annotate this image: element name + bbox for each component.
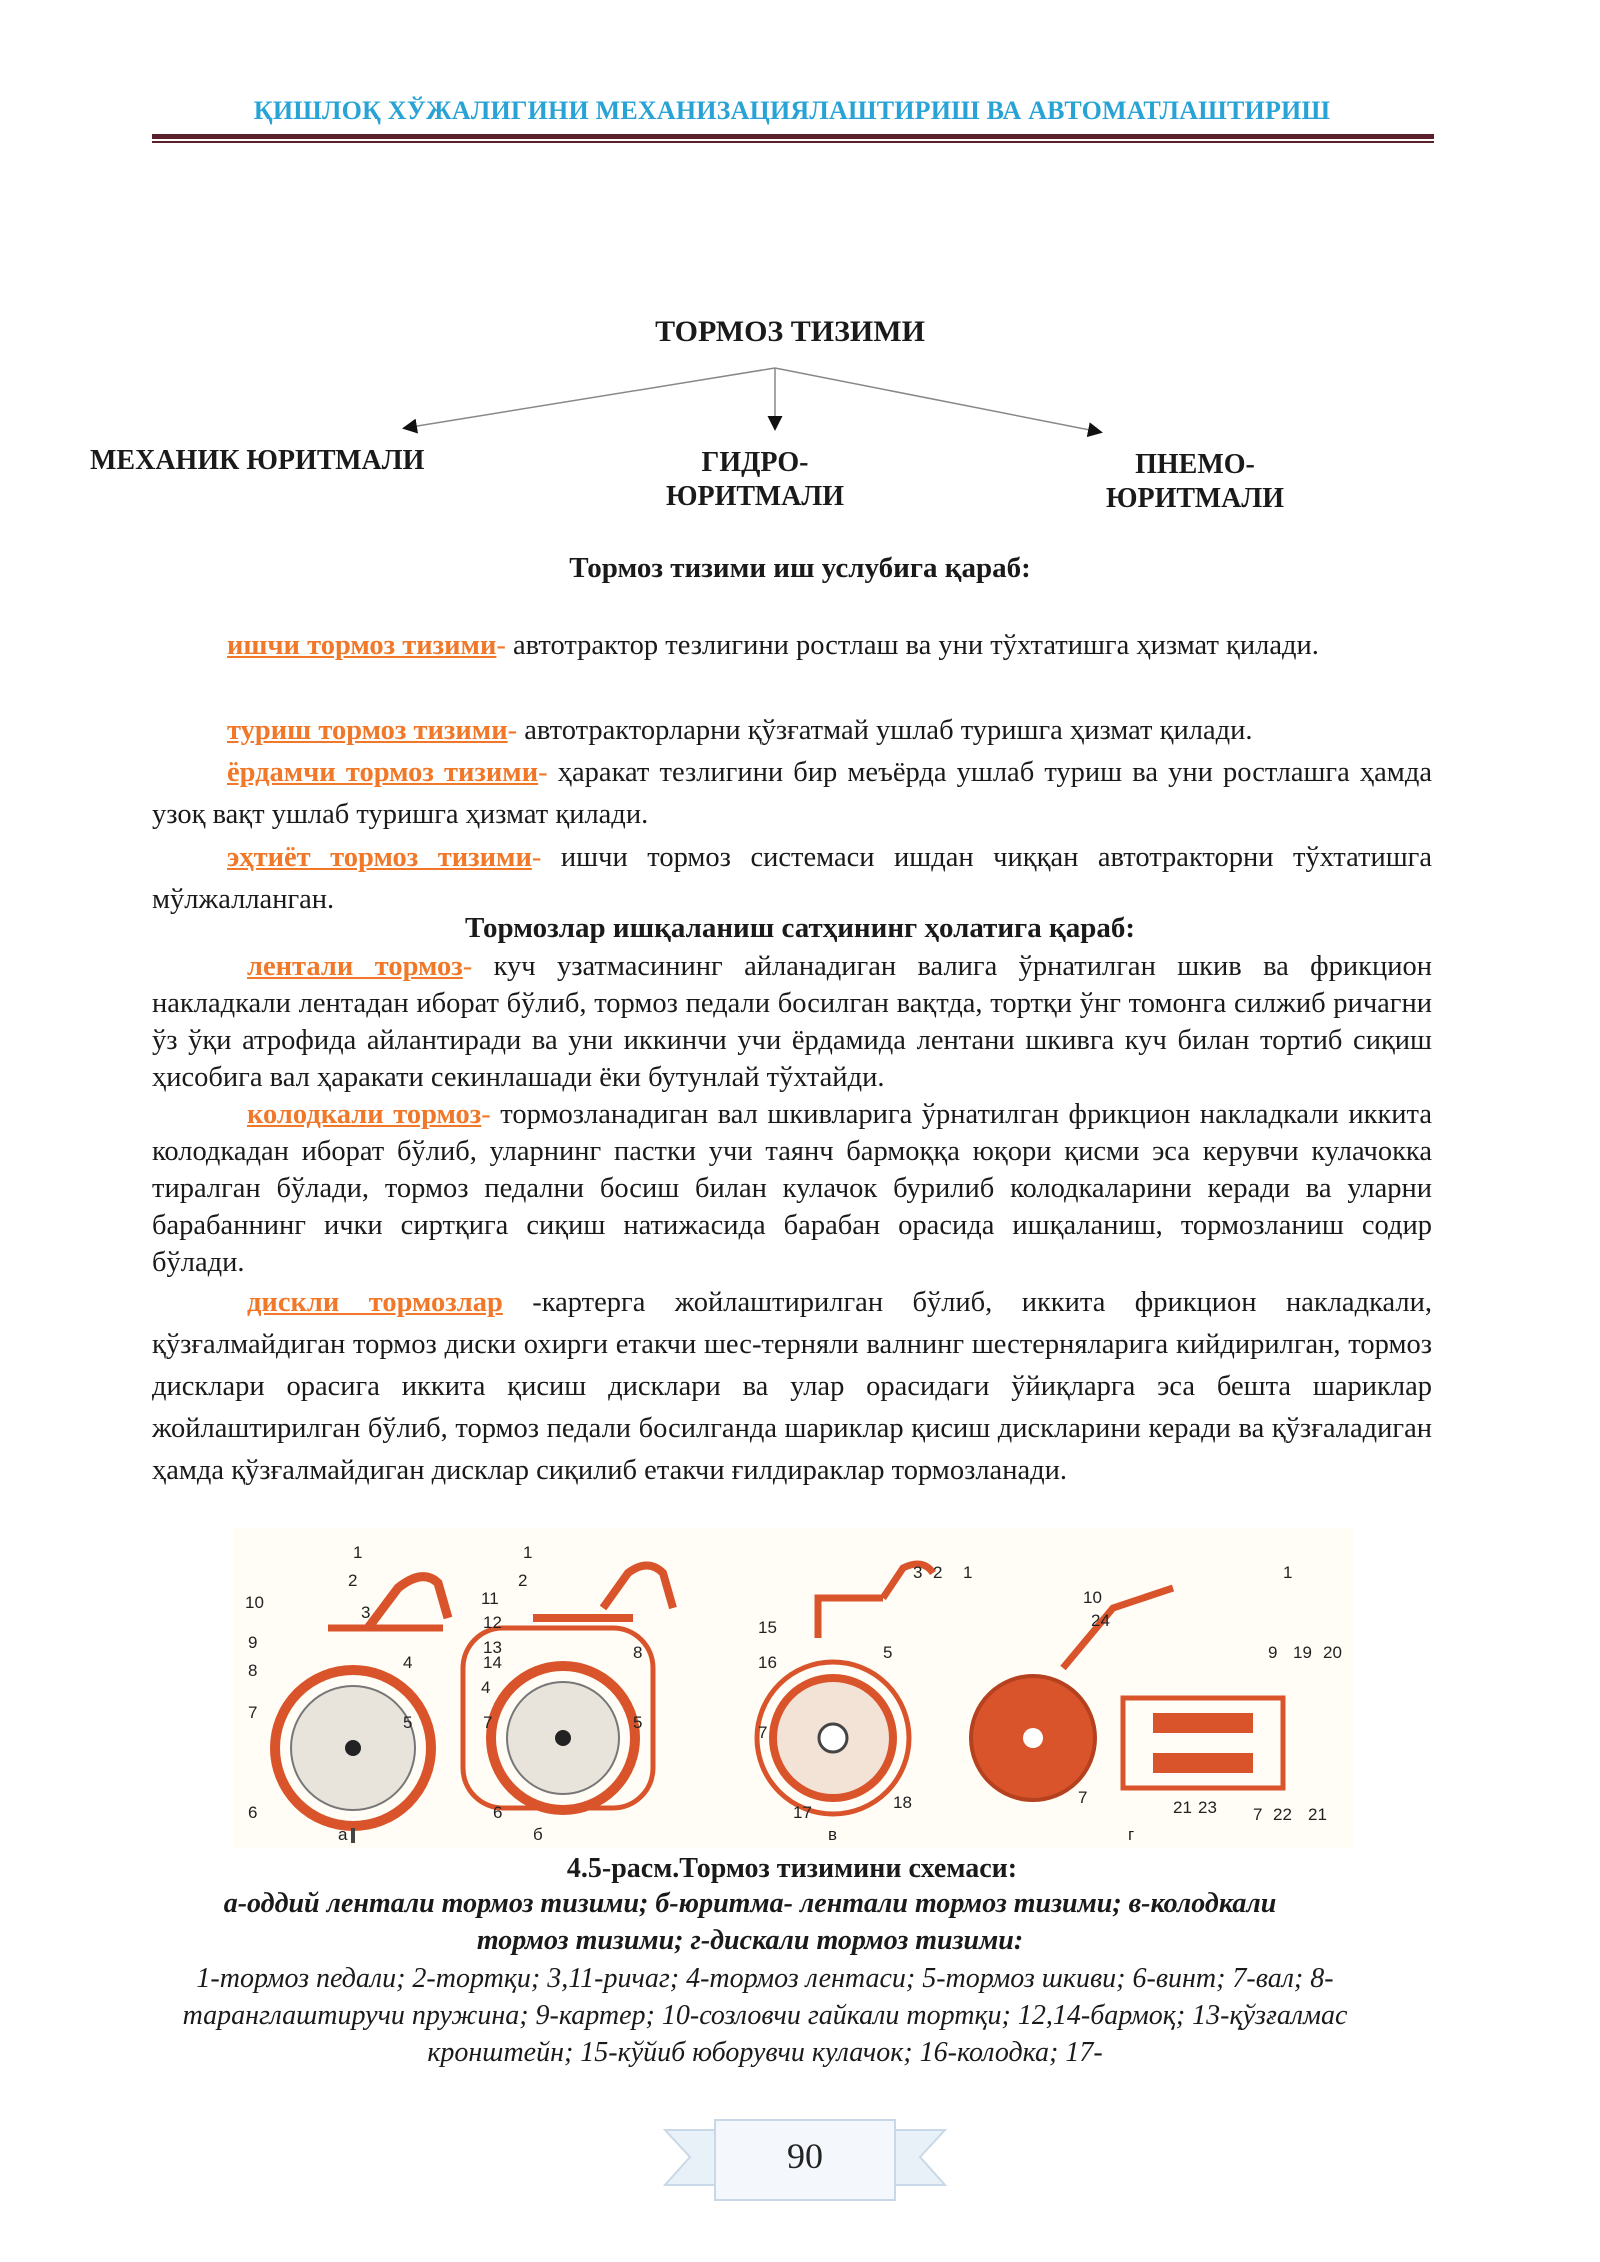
part-number-label: 1 (353, 1543, 363, 1562)
paragraph-text: автотракторларни қўзғатмай ушлаб туришга ҳизмат қилади. (517, 715, 1253, 746)
part-number-label: 3 (913, 1563, 923, 1582)
brake-schematic-figure (233, 1528, 1353, 1848)
part-number-label: 9 (1268, 1643, 1278, 1662)
paragraph-text: -картерга жойлаштирилган бўлиб, иккита фрикцион накладкали, қўзғалмайдиган тормоз диски охирги етакчи шес-терняли валнинг шестерняларига кийдирилган, тормоз дисклари орасига иккита қисиш дисклари ва улар орасидаги ўйиқларга эса бешта шариклар жойлаштирилган бўлиб, тормоз педали босилганда шариклар қисиш дискларини керади ва қўзғаладиган ҳамда қўзғалмайдиган дисклар сиқилиб етакчи ғилдираклар тормозланади. (152, 1287, 1432, 1486)
branch-mechanical: МЕХАНИК ЮРИТМАЛИ (90, 445, 425, 476)
paragraph-shoe-brake: колодкали тормоз- тормозланадиган вал шкивларига ўрнатилган фрикцион накладкали иккита колодкадан иборат бўлиб, уларнинг пастки учи таянч бармоққа юқори қисми эса керувчи кулачокка тиралган бўлади, тормоз педални босиш билан кулачок бурилиб колодкаларини керади ва уларни барабаннинг ички сиртқига сиқиш натижасида барабан орасида ишқаланиш, тормозланиш содир бўлади. (152, 1099, 1432, 1278)
part-number-label: 21 (1173, 1798, 1192, 1817)
part-number-label: 8 (633, 1643, 643, 1662)
part-number-label: 14 (483, 1653, 502, 1672)
paragraph-auxiliary-brake: ёрдамчи тормоз тизими- ҳаракат тезлигини бир меъёрда ушлаб туриш ва уни ростлашга ҳамда узоқ вақт ушлаб туришга ҳизмат қилади. (152, 757, 1432, 830)
panel-letter: в (828, 1825, 838, 1844)
paragraph-text: автотрактор тезлигини ростлаш ва уни тўхтатишга ҳизмат қилади. (505, 630, 1319, 661)
part-number-label: 22 (1273, 1805, 1292, 1824)
paragraph-text: тормозланадиган вал шкивларига ўрнатилган фрикцион накладкали иккита колодкадан иборат бўлиб, уларнинг пастки учи таянч бармоққа юқори қисми эса керувчи кулачокка тиралган бўлади, тормоз педални босиш билан кулачок бурилиб колодкаларини керади ва уларни барабаннинг ички сиртқига сиқиш натижасида барабан орасида ишқаланиш, тормозланиш содир бўлади. (152, 1099, 1432, 1278)
paragraph-text: ҳаракат тезлигини бир меъёрда ушлаб туриш ва уни ростлашга ҳамда узоқ вақт ушлаб туришга ҳизмат қилади. (152, 757, 1432, 830)
paragraph-parking-brake: туриш тормоз тизими- автотракторларни қўзғатмай ушлаб туришга ҳизмат қилади. (227, 715, 1253, 746)
part-number-label: 21 (1308, 1805, 1327, 1824)
part-number-label: 23 (1198, 1798, 1217, 1817)
part-number-label: 6 (493, 1803, 503, 1822)
part-number-label: 3 (361, 1603, 371, 1622)
part-number-label: 17 (793, 1803, 812, 1822)
section1-heading: Тормоз тизими иш услубига қараб: (569, 552, 1031, 584)
part-number-label: 6 (248, 1803, 258, 1822)
part-number-label: 24 (1091, 1611, 1110, 1630)
part-number-label: 4 (403, 1653, 413, 1672)
part-number-label: 5 (403, 1713, 413, 1732)
paragraph-working-brake: ишчи тормоз тизими- автотрактор тезлигини ростлаш ва уни тўхтатишга ҳизмат қилади. (227, 630, 1319, 661)
diagram-title: ТОРМОЗ ТИЗИМИ (655, 315, 925, 348)
part-number-label: 2 (348, 1571, 358, 1590)
part-number-label: 7 (758, 1723, 768, 1742)
part-number-label: 9 (248, 1633, 258, 1652)
paragraph-text: куч узатмасининг айланадиган валига ўрнатилган шкив ва фрикцион накладкали лентадан иборат бўлиб, тормоз педали босилган вақтда, тортқи ўнг томонга силжиб ричагни ўз ўқи атрофида айлантиради ва уни иккинчи учи ёрдамида лентани шкивга куч билан тортиб сиқиш ҳисобига вал ҳаракати секинлашади ёки бутунлай тўхтайди. (152, 951, 1432, 1093)
part-number-label: 10 (1083, 1588, 1102, 1607)
running-header: ҚИШЛОҚ ХЎЖАЛИГИНИ МЕХАНИЗАЦИЯЛАШТИРИШ ВА АВТОМАТЛАШТИРИШ (253, 96, 1331, 125)
paragraph-band-brake: лентали тормоз- куч узатмасининг айланадиган валига ўрнатилган шкив ва фрикцион накладкали лентадан иборат бўлиб, тормоз педали босилган вақтда, тортқи ўнг томонга силжиб ричагни ўз ўқи атрофида айлантиради ва уни иккинчи учи ёрдамида лентани шкивга куч билан тортиб сиқиш ҳисобига вал ҳаракати секинлашади ёки бутунлай тўхтайди. (152, 951, 1432, 1093)
figure-caption-subtitle: а-оддий лентали тормоз тизими; б-юритма- лентали тормоз тизими; в-колодкали тормоз тизими; г-дискали тормоз тизими: (223, 1888, 1277, 1956)
panel-letter: а (338, 1825, 348, 1844)
part-number-label: 5 (633, 1713, 643, 1732)
part-number-label: 16 (758, 1653, 777, 1672)
part-number-label: 18 (893, 1793, 912, 1812)
part-number-label: 2 (933, 1563, 943, 1582)
section2-heading: Тормозлар ишқаланиш сатҳининг ҳолатига қараб: (465, 912, 1135, 944)
panel-letter: г (1128, 1825, 1135, 1844)
part-number-label: 19 (1293, 1643, 1312, 1662)
part-number-label: 4 (481, 1678, 491, 1697)
part-number-label: 7 (1253, 1805, 1263, 1824)
part-number-label: 11 (481, 1589, 499, 1608)
part-number-label: 7 (1078, 1788, 1088, 1807)
part-number-label: 5 (883, 1643, 893, 1662)
paragraph-emergency-brake: эҳтиёт тормоз тизими- ишчи тормоз системаси ишдан чиққан автотракторни тўхтатишга мўлжалланган. (152, 842, 1433, 915)
part-number-label: 15 (758, 1618, 777, 1637)
term-emergency-brake: эҳтиёт тормоз тизими (227, 842, 532, 873)
figure-caption-title: 4.5-расм.Тормоз тизимини схемаси: (566, 1853, 1018, 1884)
part-number-label: 1 (1283, 1563, 1293, 1582)
part-number-label: 1 (523, 1543, 533, 1562)
part-number-label: 7 (248, 1703, 258, 1722)
paragraph-text: ишчи тормоз системаси ишдан чиққан автотракторни тўхтатишга мўлжалланган. (152, 842, 1433, 915)
page-number: 90 (787, 2136, 823, 2176)
paragraph-disc-brake (152, 1282, 1432, 1492)
part-number-label: 10 (245, 1593, 264, 1612)
part-number-label: 13 (483, 1638, 502, 1657)
branch-pneumo: ПНЕМО-ЮРИТМАЛИ (1105, 449, 1284, 510)
part-number-label: 12 (483, 1613, 502, 1632)
term-shoe-brake: колодкали тормоз (247, 1099, 482, 1130)
term-band-brake: лентали тормоз (247, 951, 463, 982)
part-number-label: 7 (483, 1713, 493, 1732)
term-working-brake: ишчи тормоз тизими (227, 630, 497, 661)
part-number-label: 20 (1323, 1643, 1342, 1662)
term-auxiliary-brake: ёрдамчи тормоз тизими (227, 757, 539, 788)
panel-letter: б (533, 1825, 543, 1844)
figure-caption-legend: 1-тормоз педали; 2-тортқи; 3,11-ричаг; 4-тормоз лентаси; 5-тормоз шкиви; 6-винт; 7-вал; 8-таранглаштиручи пружина; 9-картер; 10-созловчи гайкали тортқи; 12,14-бармоқ; 13-қўзғалмас кронштейн; 15-кўйиб юборувчи кулачок; 16-колодка; 17- (182, 1963, 1348, 2068)
branch-hydro: ГИДРО-ЮРИТМАЛИ (665, 447, 844, 512)
part-number-label: 8 (248, 1661, 258, 1680)
term-parking-brake: туриш тормоз тизими (227, 715, 508, 746)
part-number-label: 1 (963, 1563, 973, 1582)
part-number-label: 2 (518, 1571, 528, 1590)
term-disc-brake: дискли тормозлар (247, 1287, 503, 1318)
